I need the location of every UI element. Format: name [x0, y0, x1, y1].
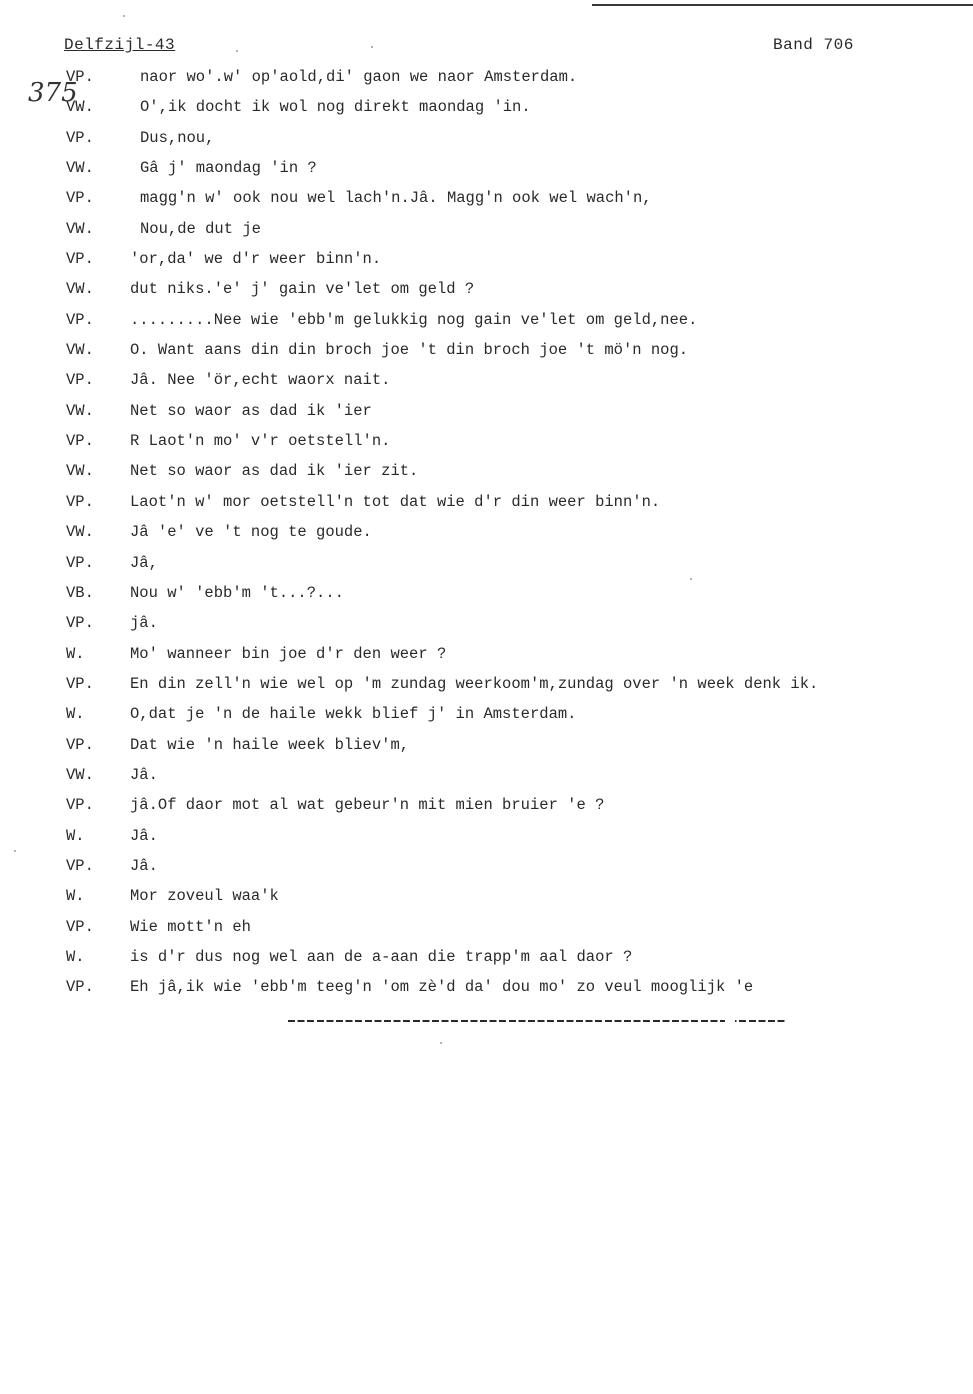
speaker-label: VP. — [66, 796, 94, 815]
transcript-line — [0, 460, 973, 490]
utterance-text: naor wo'.w' op'aold,di' gaon we naor Amsterdam. — [140, 68, 578, 86]
transcript-line — [0, 521, 973, 551]
speaker-label: VW. — [66, 401, 94, 420]
transcript-line — [0, 127, 973, 157]
transcript-line — [0, 339, 973, 369]
transcript-line — [0, 248, 973, 278]
transcript-line — [0, 946, 973, 976]
transcript-line — [0, 703, 973, 733]
speaker-label: VP. — [66, 371, 94, 390]
utterance-text: jâ.Of daor mot al wat gebeur'n mit mien bruier 'e ? — [130, 796, 605, 815]
utterance-text: Net so waor as dad ik 'ier — [130, 401, 372, 420]
speaker-label: VP. — [66, 614, 94, 633]
transcript-line — [0, 552, 973, 582]
speaker-label: VP. — [66, 189, 94, 208]
utterance-text: Mo' wanneer bin joe d'r den weer ? — [130, 644, 447, 663]
utterance-text: Jâ 'e' ve 't nog te goude. — [130, 523, 372, 542]
utterance-text: Jâ. — [130, 856, 158, 875]
speaker-label: VW. — [66, 523, 94, 542]
utterance-text: Gâ j' maondag 'in ? — [140, 159, 317, 178]
scan-speck — [690, 578, 692, 580]
scan-speck — [371, 46, 373, 48]
tape-number: Band 706 — [773, 36, 854, 54]
utterance-text: Jâ. — [130, 826, 158, 845]
transcript-line — [0, 278, 973, 308]
utterance-text: Eh jâ,ik wie 'ebb'm teeg'n 'om zè'd da' dou mo' zo veul mooglijk 'e — [130, 978, 754, 997]
utterance-text: is d'r dus nog wel aan de a-aan die trapp'm aal daor ? — [130, 947, 633, 966]
utterance-text: Wie mott'n eh — [130, 917, 251, 936]
transcript-line — [0, 855, 973, 885]
speaker-label: VW. — [66, 765, 94, 784]
speaker-label: VW. — [66, 341, 94, 360]
transcript-line — [0, 825, 973, 855]
utterance-text: Dat wie 'n haile week bliev'm, — [130, 735, 410, 754]
speaker-label: VP. — [66, 250, 94, 269]
speaker-label: VP. — [66, 553, 94, 572]
transcript — [0, 66, 973, 1007]
utterance-text: Nou,de dut je — [140, 219, 261, 238]
speaker-label: W. — [66, 644, 85, 663]
utterance-text: 'or,da' we d'r weer binn'n. — [130, 250, 382, 269]
transcript-line — [0, 976, 973, 1006]
transcript-line — [0, 430, 973, 460]
transcript-line — [0, 612, 973, 642]
transcript-line — [0, 309, 973, 339]
transcript-line — [0, 369, 973, 399]
transcript-line — [0, 218, 973, 248]
utterance-text: magg'n w' ook nou wel lach'n.Jâ. Magg'n ook wel wach'n, — [140, 189, 652, 208]
speaker-label: VP. — [66, 432, 94, 451]
transcript-line — [0, 400, 973, 430]
speaker-label: VW. — [66, 280, 94, 299]
utterance-text: R Laot'n mo' v'r oetstell'n. — [130, 432, 391, 451]
document-id: Delfzijl-43 — [64, 36, 176, 54]
utterance-text: Jâ. Nee 'ör,echt waorx nait. — [130, 371, 391, 390]
utterance-text: Dus,nou, — [140, 128, 215, 147]
speaker-label: VP. — [66, 856, 94, 875]
utterance-text: Laot'n w' mor oetstell'n tot dat wie d'r din weer binn'n. — [130, 492, 661, 511]
speaker-label: VP. — [66, 492, 94, 511]
transcript-line — [0, 916, 973, 946]
scan-speck — [236, 50, 238, 52]
end-rule — [288, 1020, 785, 1022]
handwritten-page-number: 375 — [28, 78, 78, 108]
utterance-text: Jâ, — [130, 553, 158, 572]
transcript-line — [0, 643, 973, 673]
speaker-label: VP. — [66, 68, 94, 86]
speaker-label: W. — [66, 947, 85, 966]
speaker-label: VP. — [66, 735, 94, 754]
utterance-text: O. Want aans din din broch joe 't din broch joe 't mö'n nog. — [130, 341, 689, 360]
transcript-line — [0, 96, 973, 126]
scan-speck — [123, 15, 125, 17]
transcript-line — [0, 764, 973, 794]
utterance-text: Jâ. — [130, 765, 158, 784]
transcript-line — [0, 673, 973, 703]
transcript-line — [0, 734, 973, 764]
scan-speck — [14, 850, 16, 852]
utterance-text: O,dat je 'n de haile wekk blief j' in Amsterdam. — [130, 705, 577, 724]
transcript-line — [0, 66, 973, 96]
utterance-text: .........Nee wie 'ebb'm gelukkig nog gain ve'let om geld,nee. — [130, 310, 698, 329]
speaker-label: VW. — [66, 219, 94, 238]
speaker-label: VP. — [66, 978, 94, 997]
top-rule — [592, 4, 973, 6]
transcript-line — [0, 794, 973, 824]
utterance-text: Net so waor as dad ik 'ier zit. — [130, 462, 419, 481]
utterance-text: Nou w' 'ebb'm 't...?... — [130, 583, 344, 602]
utterance-text: dut niks.'e' j' gain ve'let om geld ? — [130, 280, 475, 299]
speaker-label: VP. — [66, 917, 94, 936]
utterance-text: O',ik docht ik wol nog direkt maondag 'in. — [140, 98, 531, 117]
speaker-label: VP. — [66, 674, 94, 693]
speaker-label: W. — [66, 705, 85, 724]
speaker-label: W. — [66, 826, 85, 845]
transcript-line — [0, 187, 973, 217]
utterance-text: En din zell'n wie wel op 'm zundag weerkoom'm,zundag over 'n week denk ik. — [130, 674, 819, 693]
speaker-label: VB. — [66, 583, 94, 602]
transcript-line — [0, 885, 973, 915]
utterance-text: jâ. — [130, 614, 158, 633]
speaker-label: VW. — [66, 159, 94, 178]
transcript-line — [0, 491, 973, 521]
scan-speck — [440, 1042, 442, 1044]
transcript-line — [0, 582, 973, 612]
speaker-label: VW. — [66, 98, 94, 117]
speaker-label: VP. — [66, 128, 94, 147]
transcript-line — [0, 157, 973, 187]
speaker-label: VP. — [66, 310, 94, 329]
utterance-text: Mor zoveul waa'k — [130, 887, 279, 906]
speaker-label: W. — [66, 887, 85, 906]
speaker-label: VW. — [66, 462, 94, 481]
